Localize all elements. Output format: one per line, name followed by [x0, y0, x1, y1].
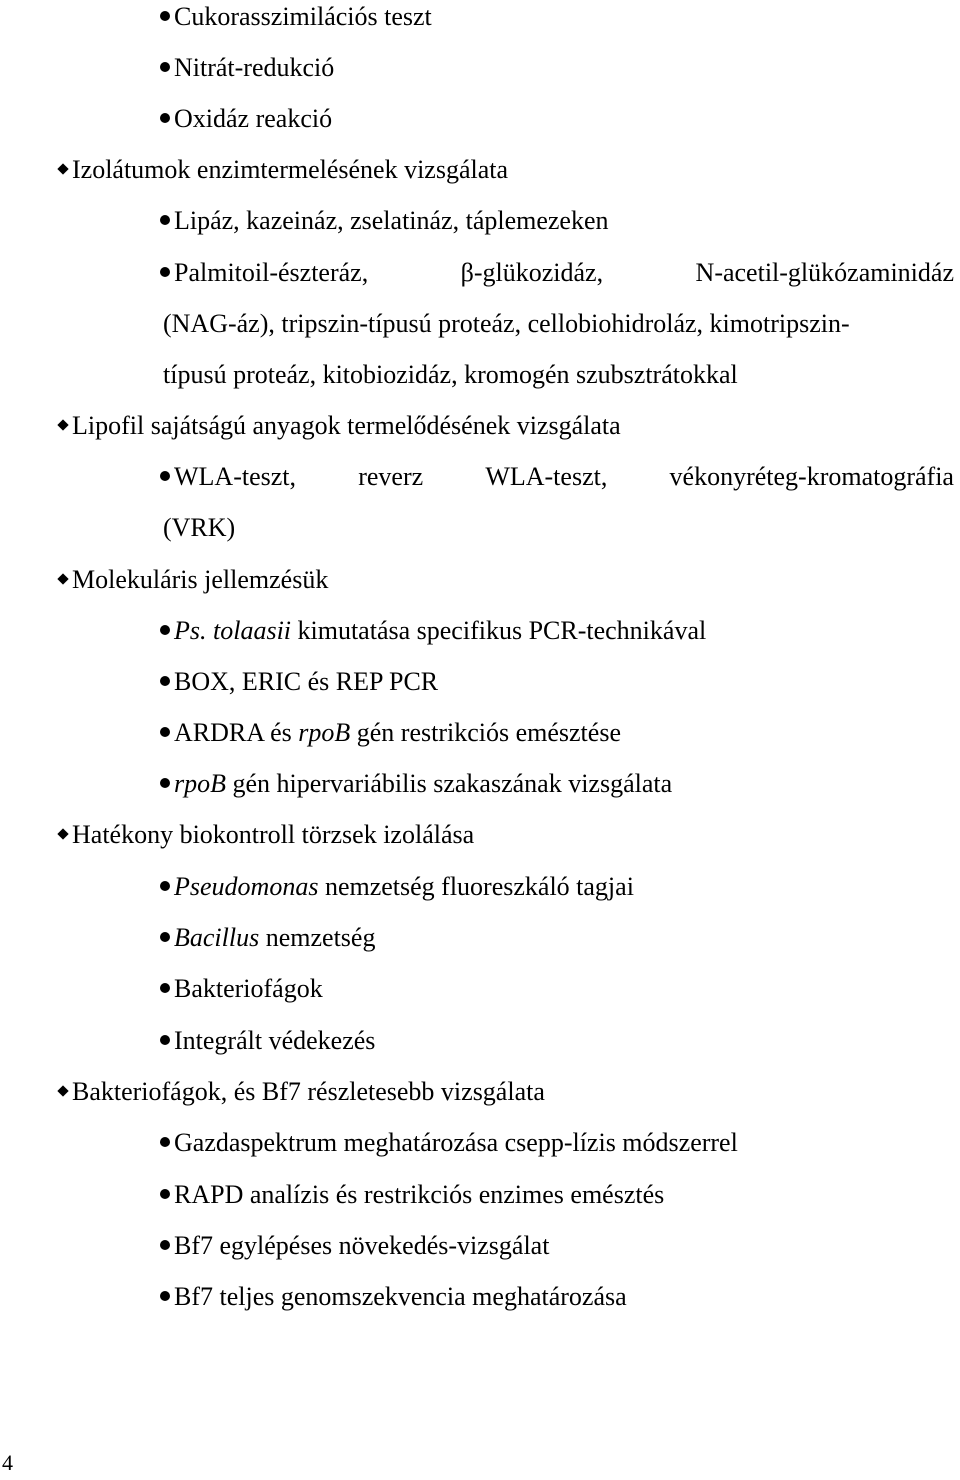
bullet-icon [160, 1035, 170, 1045]
bullet-icon [160, 625, 170, 635]
list-item: Bf7 egylépéses növekedés-vizsgálat [160, 1229, 549, 1263]
list-item: Oxidáz reakció [160, 102, 332, 136]
list-item: RAPD analízis és restrikciós enzimes emésztés [160, 1178, 664, 1212]
bullet-icon [160, 881, 170, 891]
bullet-icon [160, 727, 170, 737]
list-item: Lipáz, kazeináz, zselatináz, táplemezeken [160, 204, 609, 238]
list-item-continuation: (NAG-áz), tripszin-típusú proteáz, cellobiohidroláz, kimotripszin- [163, 309, 850, 338]
bullet-icon [160, 983, 170, 993]
bullet-icon [160, 11, 170, 21]
list-item: ARDRA és rpoB gén restrikciós emésztése [160, 716, 621, 750]
section-heading: Molekuláris jellemzésük [56, 563, 328, 597]
bullet-icon [160, 1240, 170, 1250]
section-heading: Bakteriofágok, és Bf7 részletesebb vizsgálata [56, 1075, 545, 1109]
diamond-bullet-icon [57, 163, 68, 174]
bullet-icon [160, 62, 170, 72]
list-item: WLA-teszt, reverz WLA-teszt, vékonyréteg-kromatográfia [160, 460, 954, 494]
list-item: Bf7 teljes genomszekvencia meghatározása [160, 1280, 627, 1314]
list-item-continuation: (VRK) [163, 513, 236, 542]
list-item: Palmitoil-észteráz, β-glükozidáz, N-acetil-glükózaminidáz [160, 256, 954, 290]
bullet-icon [160, 1291, 170, 1301]
list-item: BOX, ERIC és REP PCR [160, 665, 438, 699]
page-number: 4 [2, 1450, 13, 1475]
list-item: Nitrát-redukció [160, 51, 334, 85]
bullet-icon [160, 1189, 170, 1199]
list-item: Cukorasszimilációs teszt [160, 0, 432, 34]
bullet-icon [160, 778, 170, 788]
section-heading: Hatékony biokontroll törzsek izolálása [56, 818, 474, 852]
bullet-icon [160, 932, 170, 942]
bullet-icon [160, 471, 170, 481]
bullet-icon [160, 215, 170, 225]
list-item-continuation: típusú proteáz, kitobiozidáz, kromogén szubsztrátokkal [163, 360, 738, 389]
list-item: Ps. tolaasii kimutatása specifikus PCR-technikával [160, 614, 706, 648]
diamond-bullet-icon [57, 828, 68, 839]
bullet-icon [160, 676, 170, 686]
bullet-icon [160, 113, 170, 123]
bullet-icon [160, 1137, 170, 1147]
section-heading: Lipofil sajátságú anyagok termelődésének vizsgálata [56, 409, 621, 443]
diamond-bullet-icon [57, 1085, 68, 1096]
list-item: Gazdaspektrum meghatározása csepp-lízis módszerrel [160, 1126, 738, 1160]
list-item: Bacillus nemzetség [160, 921, 375, 955]
diamond-bullet-icon [57, 573, 68, 584]
bullet-icon [160, 267, 170, 277]
list-item: Bakteriofágok [160, 972, 323, 1006]
list-item: Pseudomonas nemzetség fluoreszkáló tagjai [160, 870, 634, 904]
diamond-bullet-icon [57, 419, 68, 430]
list-item: rpoB gén hipervariábilis szakaszának vizsgálata [160, 767, 672, 801]
section-heading: Izolátumok enzimtermelésének vizsgálata [56, 153, 508, 187]
list-item: Integrált védekezés [160, 1024, 375, 1058]
